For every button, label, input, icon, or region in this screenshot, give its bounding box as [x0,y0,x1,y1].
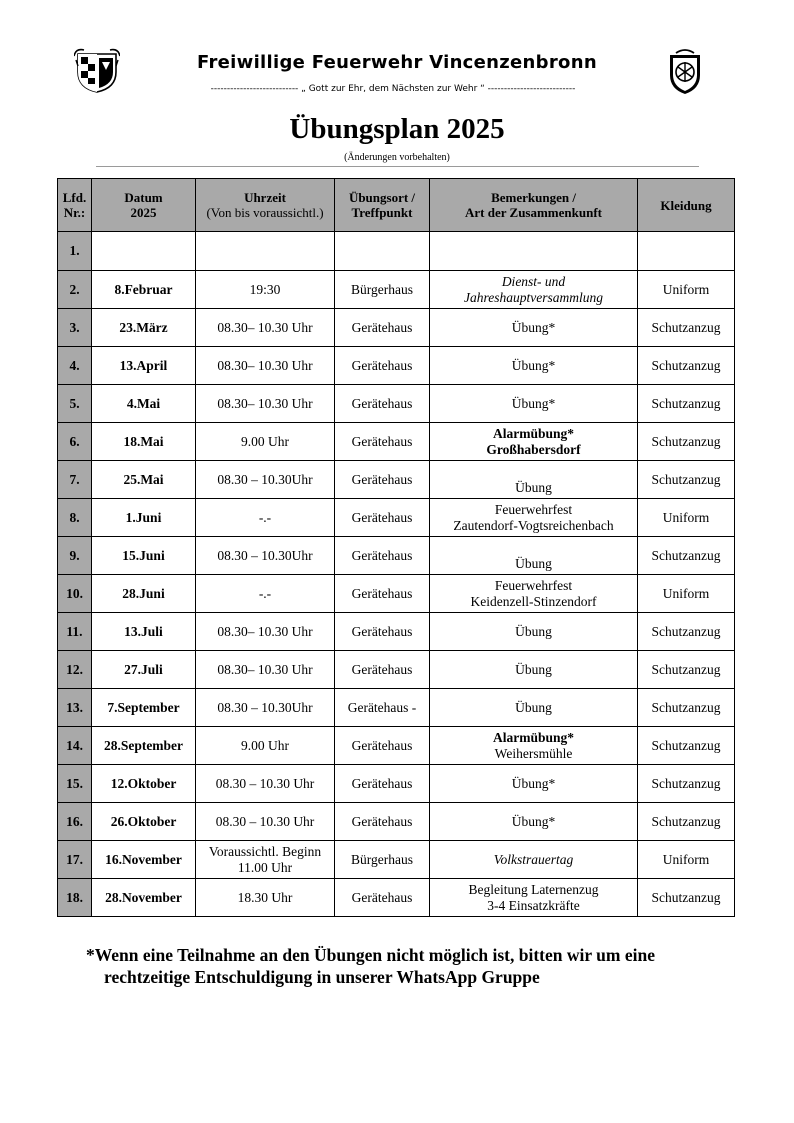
remarks-line: Alarmübung* [492,729,575,745]
remarks-line: Zautendorf-Vogtsreichenbach [453,517,614,533]
row-place: Gerätehaus [335,879,430,917]
remarks-line: Übung* [511,775,556,791]
row-date: 27.Juli [92,651,196,689]
row-date: 28.September [92,727,196,765]
row-number: 6. [58,423,92,461]
remarks-line: Übung [515,479,552,495]
row-time: 08.30 – 10.30Uhr [196,461,335,499]
row-place: Gerätehaus [335,727,430,765]
row-clothing: Uniform [638,575,735,613]
column-header-remarks: Bemerkungen / Art der Zusammenkunft [430,179,638,232]
row-remarks [430,727,638,765]
row-time: 18.30 Uhr [196,879,335,917]
row-date: 13.Juli [92,613,196,651]
row-place: Gerätehaus [335,803,430,841]
row-time: Voraussichtl. Beginn 11.00 Uhr [196,841,335,879]
row-place: Bürgerhaus [335,271,430,309]
row-place: Gerätehaus [335,385,430,423]
row-place: Gerätehaus [335,651,430,689]
remarks-line: 3-4 Einsatzkräfte [487,897,580,913]
row-remarks [430,499,638,537]
row-place: Gerätehaus [335,537,430,575]
table-row [58,727,735,765]
remarks-line: Übung* [511,357,556,373]
row-number: 12. [58,651,92,689]
row-remarks [430,575,638,613]
row-time: 08.30– 10.30 Uhr [196,651,335,689]
row-time: 9.00 Uhr [196,727,335,765]
row-remarks [430,461,638,499]
row-number: 14. [58,727,92,765]
row-number: 7. [58,461,92,499]
row-clothing: Schutzanzug [638,423,735,461]
footnote-line-1: *Wenn eine Teilnahme an den Übungen nicht möglich ist, bitten wir um eine [86,945,655,965]
divider [96,166,699,167]
row-place [335,232,430,271]
table-row [58,537,735,575]
row-place: Gerätehaus [335,309,430,347]
remarks-line: Volkstrauertag [493,851,574,867]
page-title: Übungsplan 2025 [289,113,505,145]
row-date: 12.Oktober [92,765,196,803]
row-date: 26.Oktober [92,803,196,841]
row-remarks [430,385,638,423]
row-number: 5. [58,385,92,423]
row-number: 18. [58,879,92,917]
row-place: Gerätehaus [335,423,430,461]
row-time: 19:30 [196,271,335,309]
row-place: Gerätehaus [335,461,430,499]
row-time: 08.30– 10.30 Uhr [196,347,335,385]
row-time: 08.30– 10.30 Uhr [196,613,335,651]
row-clothing: Schutzanzug [638,537,735,575]
column-header-place: Übungsort / Treffpunkt [335,179,430,232]
table-row [58,575,735,613]
table-row [58,309,735,347]
row-time: 08.30 – 10.30Uhr [196,537,335,575]
row-remarks [430,879,638,917]
row-date: 16.November [92,841,196,879]
row-time: 08.30– 10.30 Uhr [196,385,335,423]
row-clothing: Uniform [638,271,735,309]
remarks-line: Weihersmühle [494,745,573,761]
row-date: 18.Mai [92,423,196,461]
row-remarks [430,841,638,879]
table-row [58,689,735,727]
row-date: 15.Juni [92,537,196,575]
row-clothing: Schutzanzug [638,385,735,423]
table-row [58,347,735,385]
row-remarks [430,689,638,727]
row-place: Gerätehaus - [335,689,430,727]
row-date: 7.September [92,689,196,727]
row-clothing: Schutzanzug [638,613,735,651]
row-date: 28.Juni [92,575,196,613]
row-date [92,232,196,271]
row-place: Gerätehaus [335,765,430,803]
remarks-line: Keidenzell-Stinzendorf [470,593,597,609]
table-row [58,765,735,803]
row-clothing: Schutzanzug [638,727,735,765]
remarks-line: Begleitung Laternenzug [468,881,599,897]
row-place: Bürgerhaus [335,841,430,879]
row-date: 1.Juni [92,499,196,537]
row-number: 16. [58,803,92,841]
row-remarks [430,347,638,385]
column-header-clothing: Kleidung [638,179,735,232]
row-clothing: Schutzanzug [638,461,735,499]
remarks-line: Übung [515,623,552,639]
page-subtitle: (Änderungen vorbehalten) [344,152,450,163]
row-number: 17. [58,841,92,879]
row-clothing: Schutzanzug [638,689,735,727]
remarks-line: Jahreshauptversammlung [464,289,603,305]
table-row [58,499,735,537]
remarks-line: Übung [515,661,552,677]
table-row [58,385,735,423]
row-clothing: Schutzanzug [638,879,735,917]
row-time: 08.30– 10.30 Uhr [196,309,335,347]
row-time: 08.30 – 10.30Uhr [196,689,335,727]
column-header-nr: Lfd. Nr.: [58,179,92,232]
row-remarks [430,803,638,841]
table-row [58,613,735,651]
row-date: 23.März [92,309,196,347]
row-clothing: Schutzanzug [638,765,735,803]
footnote-line-2: rechtzeitige Entschuldigung in unserer WhatsApp Gruppe [104,967,540,987]
row-number: 8. [58,499,92,537]
schedule-table [57,178,735,917]
row-remarks [430,613,638,651]
row-date: 8.Februar [92,271,196,309]
remarks-line: Großhabersdorf [486,441,581,457]
row-time: -.- [196,575,335,613]
row-number: 1. [58,232,92,271]
row-remarks [430,423,638,461]
row-place: Gerätehaus [335,499,430,537]
organization-name: Freiwillige Feuerwehr Vincenzenbronn [197,52,597,73]
row-time [196,232,335,271]
motto-line: --------------------------- „ Gott zur Ehr, dem Nächsten zur Wehr “ --------------------------- [210,84,576,94]
row-number: 4. [58,347,92,385]
row-clothing [638,232,735,271]
row-place: Gerätehaus [335,575,430,613]
remarks-line: Dienst- und [501,273,566,289]
row-place: Gerätehaus [335,613,430,651]
column-header-date: Datum 2025 [92,179,196,232]
remarks-line: Übung [515,699,552,715]
remarks-line: Übung* [511,395,556,411]
row-clothing: Schutzanzug [638,803,735,841]
row-remarks [430,537,638,575]
row-number: 3. [58,309,92,347]
row-number: 15. [58,765,92,803]
remarks-line: Übung* [511,319,556,335]
row-date: 4.Mai [92,385,196,423]
row-number: 11. [58,613,92,651]
row-time: 08.30 – 10.30 Uhr [196,765,335,803]
row-remarks [430,651,638,689]
remarks-line: Alarmübung* [492,425,575,441]
table-row [58,651,735,689]
table-row [58,879,735,917]
table-row [58,461,735,499]
row-clothing: Schutzanzug [638,347,735,385]
row-time: 08.30 – 10.30 Uhr [196,803,335,841]
row-clothing: Schutzanzug [638,309,735,347]
row-number: 13. [58,689,92,727]
table-row [58,841,735,879]
remarks-line: Übung* [511,813,556,829]
row-remarks [430,232,638,271]
row-remarks [430,309,638,347]
remarks-line: Übung [515,555,552,571]
row-time: -.- [196,499,335,537]
row-clothing: Uniform [638,841,735,879]
row-clothing: Schutzanzug [638,651,735,689]
table-row [58,803,735,841]
fire-brigade-emblem-icon [667,47,703,100]
row-place: Gerätehaus [335,347,430,385]
row-number: 10. [58,575,92,613]
remarks-line: Feuerwehrfest [494,501,573,517]
table-row [58,423,735,461]
row-time: 9.00 Uhr [196,423,335,461]
table-header-row [58,179,735,232]
row-date: 28.November [92,879,196,917]
column-header-time: Uhrzeit (Von bis voraussichtl.) [196,179,335,232]
table-row [58,232,735,271]
row-clothing: Uniform [638,499,735,537]
row-number: 9. [58,537,92,575]
table-row [58,271,735,309]
row-number: 2. [58,271,92,309]
remarks-line: Feuerwehrfest [494,577,573,593]
row-date: 25.Mai [92,461,196,499]
row-date: 13.April [92,347,196,385]
row-remarks [430,271,638,309]
row-remarks [430,765,638,803]
footnote [86,944,746,988]
